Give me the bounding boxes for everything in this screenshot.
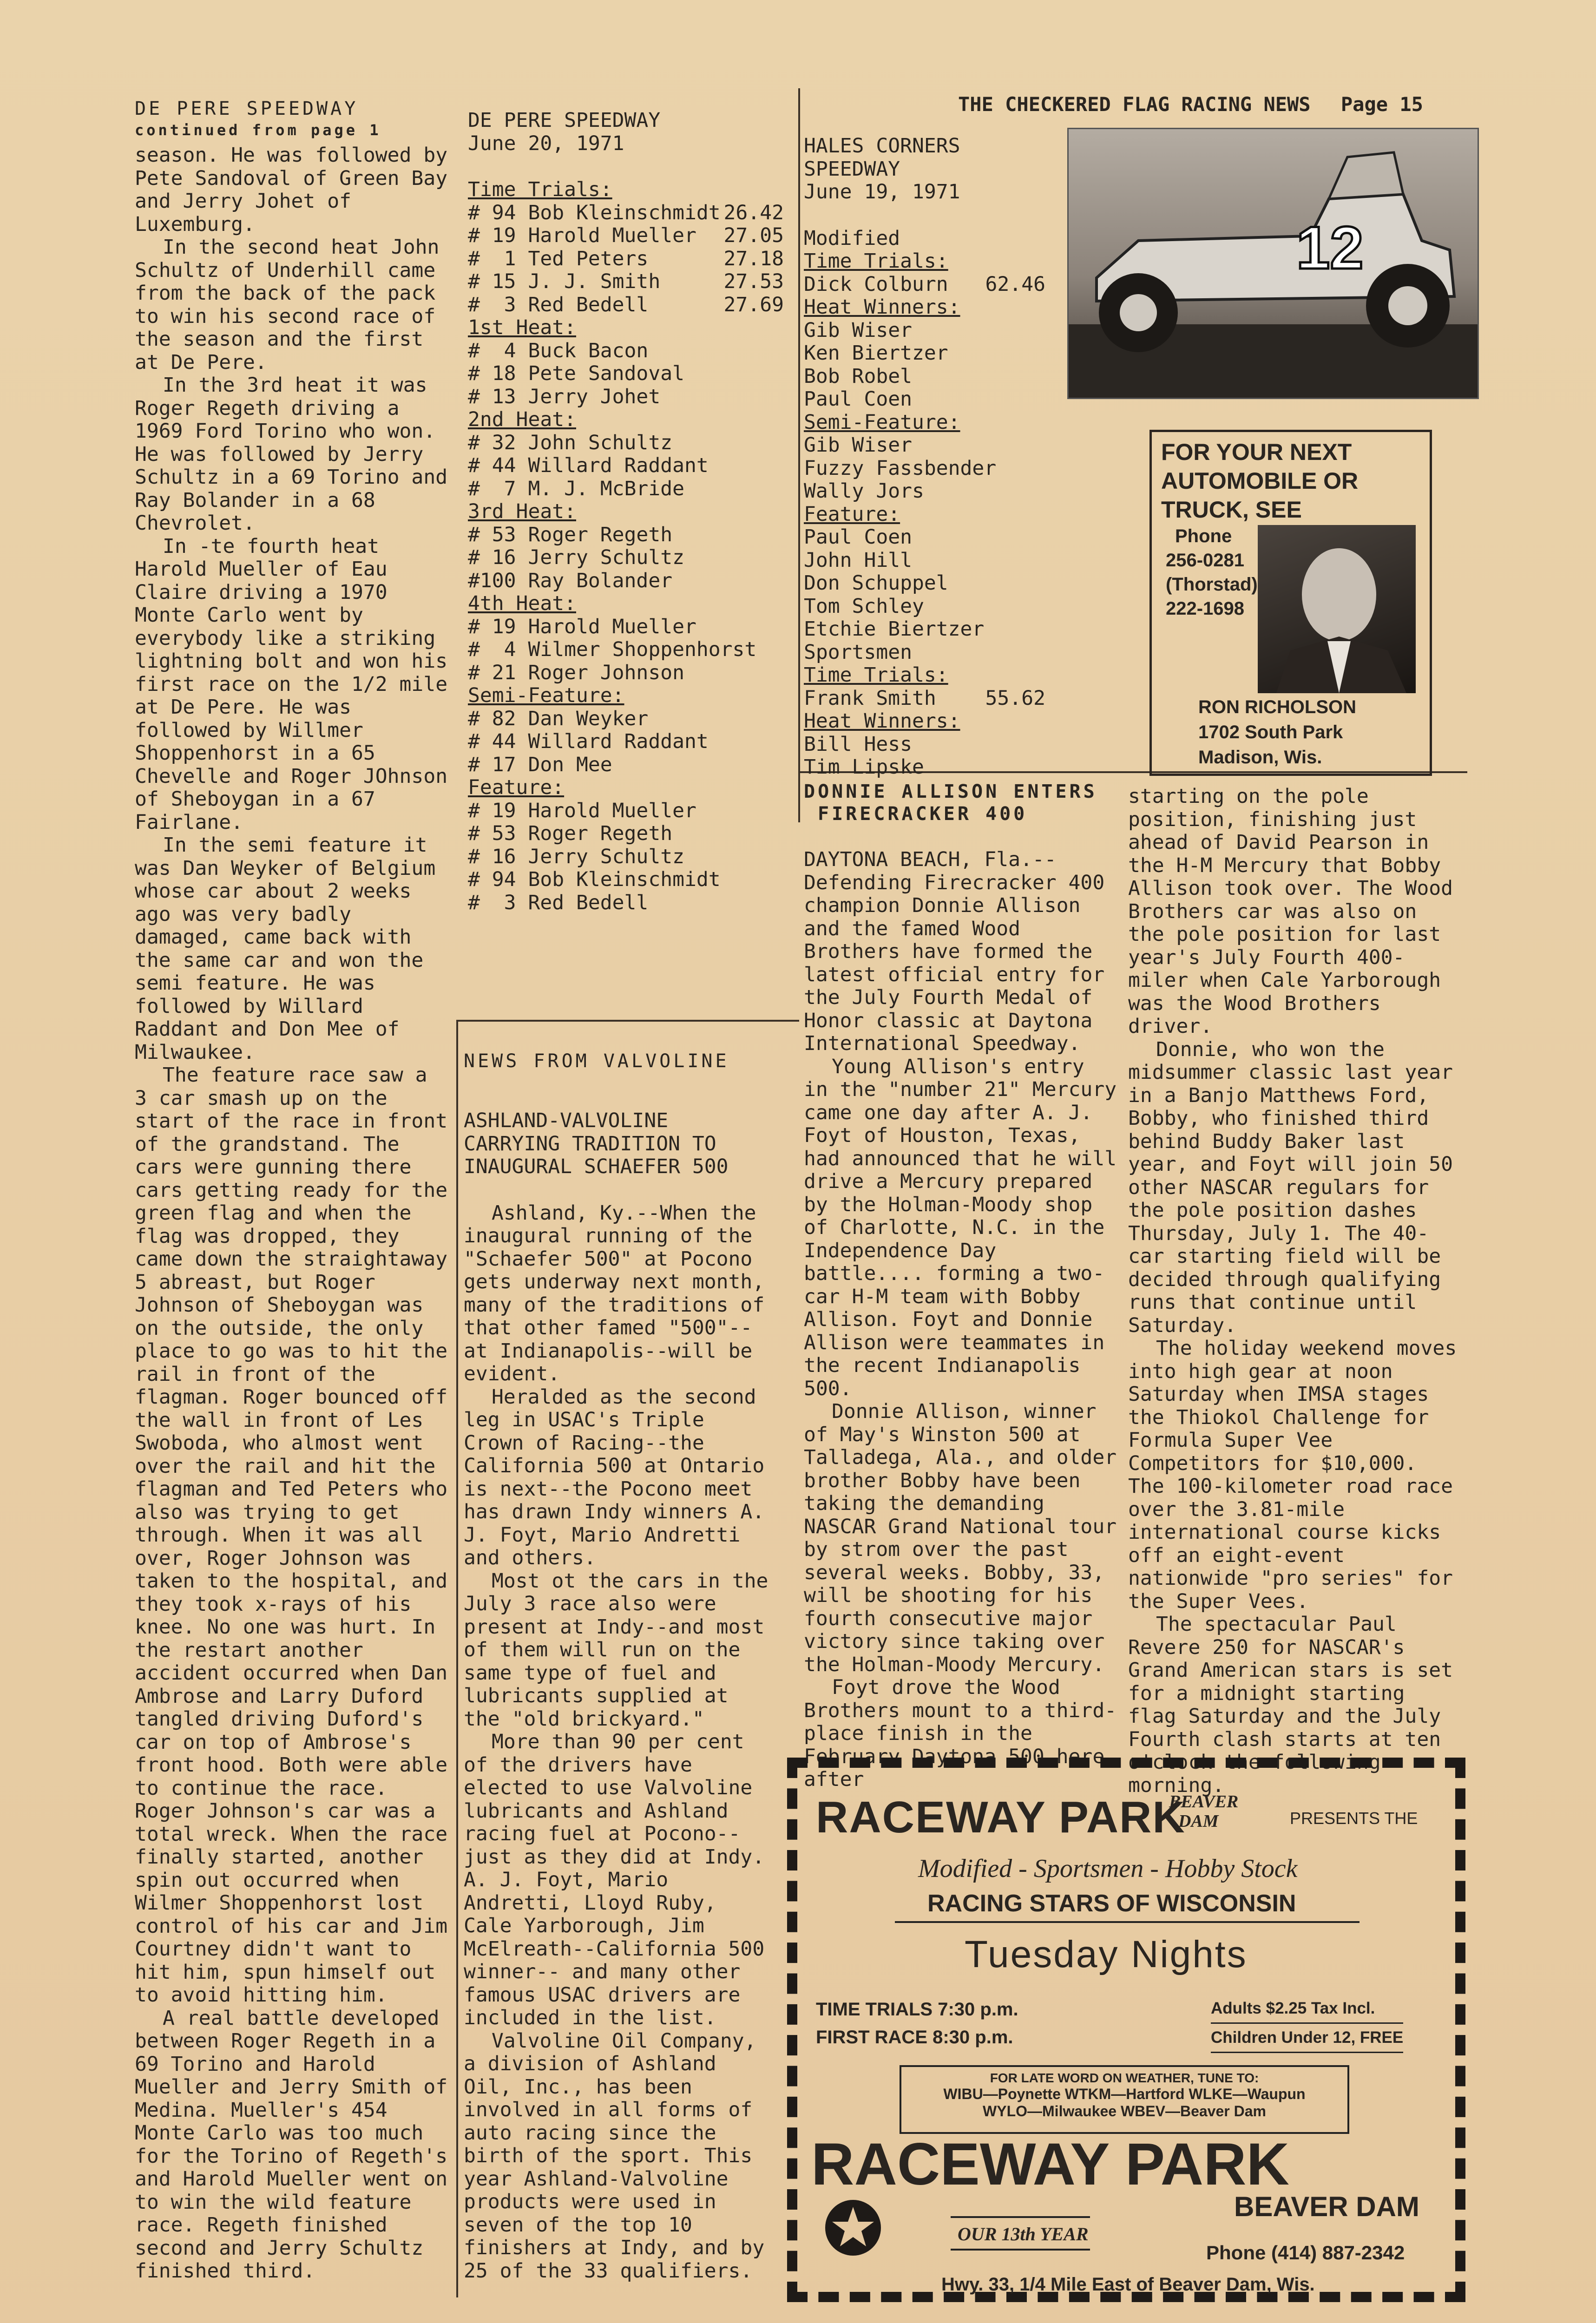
story-paragraph: The spectacular Paul Revere 250 for NASCAR's Grand American stars is set for a midnight starting flag Saturday and the July Fourth clash starts at ten o'clock the following morning. (1128, 1613, 1453, 1797)
ad-classes: Modified - Sportsmen - Hobby Stock (918, 1854, 1298, 1883)
story-paragraph: The feature race saw a 3 car smash up on the start of the race in front of the grandstand. The cars were gunning there cars getting ready for the green flag and when the flag was dropped, they came down the straightaway 5 abreast, but Roger Johnson of Sheboygan was on the outside, the only place to go was to hit the rail in front of the flagman. Roger bounced off the wall in front of Les Swoboda, who almost went over the rail and hit the flagman and Ted Peters who also was trying to get through. When it was all over, Roger Johnson was taken to the hospital, and they took x-rays of his knee. No one was hurt. In the restart another accident occurred when Dan Ambrose and Larry Duford tangled driving Duford's car on top of Ambrose's front hood. Both were able to continue the race. Roger Johnson's car was a total wreck. When the race finally started, another spin out occurred when Wilmer Shoppenhorst lost control of his car and Jim Courtney didn't want to hit him, spun himself out to avoid hitting him. (135, 1063, 448, 2007)
race-car-illustration (1069, 129, 1478, 398)
results-time: 26.42 (723, 201, 784, 224)
story-heading: DE PERE SPEEDWAY (135, 98, 359, 119)
results-row (468, 478, 784, 501)
results-driver: # 19 Harold Mueller (468, 799, 696, 822)
ad-weather-line: WIBU—Poynette WTKM—Hartford WLKE—Waupun (943, 2086, 1306, 2102)
ad-name: RACEWAY PARK (816, 1792, 1186, 1842)
results-row (468, 340, 784, 363)
column-rule (456, 1020, 458, 2297)
story-paragraph: More than 90 per cent of the drivers have elected to use Valvoline lubricants and Ashland racing fuel at Pocono--just as they did at Indy. A. J. Foyt, Mario Andretti, Lloyd Ruby, Cale Yarborough, Jim McElreath--California 500 winner-- and many other famous USAC drivers are included in the list. (464, 1730, 765, 2029)
results-time: 27.18 (723, 247, 784, 270)
results-driver: # 4 Buck Bacon (468, 339, 649, 362)
story-allison-col-b (1128, 785, 1458, 1797)
story-paragraph: Valvoline Oil Company, a division of Ashland Oil, Inc., has been involved in all forms of auto racing since the birth of the sport. This year Ashland-Valvoline products were used in seven of the top 10 finishers at Indy, and by 25 of the 33 qualifiers. (464, 2029, 765, 2283)
raceway-park-ad (787, 1758, 1465, 2302)
story-depere-continued (135, 98, 449, 2283)
ad-rule (951, 2249, 1090, 2251)
results-row (804, 480, 1045, 503)
ad-star-seal (825, 2200, 881, 2256)
ad-headline-line: FOR YOUR NEXT (1161, 439, 1352, 465)
ad-times (816, 1995, 1018, 2051)
results-row (468, 570, 784, 593)
results-section-label: Semi-Feature: (804, 410, 960, 434)
ad-location-small (1169, 1792, 1238, 1831)
ad-big-name: RACEWAY PARK (811, 2131, 1289, 2198)
results-row (468, 432, 784, 455)
results-driver: # 53 Roger Regeth (468, 822, 673, 845)
results-driver: # 13 Jerry Johet (468, 385, 661, 408)
ad-big-location: BEAVER DAM (1234, 2191, 1419, 2222)
results-section-label: 2nd Heat: (468, 408, 576, 431)
results-sections (804, 250, 1045, 641)
story-paragraph: Ashland, Ky.--When the inaugural running of the "Schaefer 500" at Pocono gets underway next month, many of the traditions of that other famed "500"--at Indianapolis--will be evident. (464, 1201, 765, 1385)
ad-rule (895, 1921, 1360, 1923)
results-row (804, 733, 1045, 756)
race-car-photo (1067, 128, 1479, 399)
results-title: HALES CORNERS SPEEDWAY (804, 134, 960, 181)
results-row (468, 892, 784, 915)
story-paragraph: Foyt drove the Wood Brothers mount to a third-place finish in the February Daytona 500 here after (804, 1676, 1117, 1791)
results-driver: # 3 Red Bedell (468, 891, 649, 914)
results-section-label: Semi-Feature: (468, 684, 624, 707)
story-paragraph: The holiday weekend moves into high gear at noon Saturday when IMSA stages the Thiokol Challenge for Formula Super Vee Competitors for $10,000. The 100-kilometer road race over the 3.81-mile international course kicks off an eight-event nationwide "pro series" for the Super Vees. (1128, 1337, 1457, 1613)
ad-headline (1161, 438, 1358, 524)
results-row (804, 388, 1045, 411)
results-driver: # 7 M. J. McBride (468, 477, 684, 500)
ad-address-line: 1702 South Park (1198, 722, 1343, 742)
results-driver: Ken Biertzer (804, 341, 948, 365)
results-row (468, 754, 784, 777)
results-driver: Tim Lipske (804, 755, 924, 779)
results-row (804, 572, 1045, 595)
results-row (468, 638, 784, 662)
ad-address-line: Madison, Wis. (1198, 747, 1322, 768)
story-paragraph: In the second heat John Schultz of Underhill came from the back of the pack to win his second race of the season and the first at De Pere. (135, 236, 440, 374)
story-paragraph: Most ot the cars in the July 3 race also were present at Indy--and most of them will run on the same type of fuel and lubricants supplied at the "old brickyard." (464, 1569, 768, 1731)
story-continued-line: continued from page 1 (135, 121, 381, 139)
results-title: DE PERE SPEEDWAY (468, 109, 661, 132)
story-paragraph: In the 3rd heat it was Roger Regeth driving a 1969 Ford Torino who won. He was followed by Jerry Schultz in a 69 Torino and Ray Bolander in a 68 Chevrolet. (135, 374, 448, 535)
ad-phone-line: 256-0281 (1166, 550, 1245, 571)
results-driver: John Hill (804, 548, 912, 572)
results-row (804, 526, 1045, 549)
results-section-label: Time Trials: (804, 663, 948, 687)
story-heading: DONNIE ALLISON ENTERS (804, 781, 1097, 802)
results-driver: # 94 Bob Kleinschmidt (468, 201, 721, 224)
ad-location-line: DAM (1178, 1811, 1219, 1831)
results-row (468, 224, 784, 248)
story-paragraph: DAYTONA BEACH, Fla.--Defending Firecracker 400 champion Donnie Allison and the famed Wood Brothers have formed the latest official entry for the July Fourth Medal of Honor classic at Daytona International Speedway. (804, 848, 1105, 1055)
results-row (468, 270, 784, 294)
results-time: 55.62 (985, 686, 1045, 710)
results-driver: # 19 Harold Mueller (468, 615, 696, 638)
results-row (468, 362, 784, 386)
results-row (468, 822, 784, 846)
ad-phone-line: (Thorstad) (1166, 574, 1258, 595)
story-paragraph: A real battle developed between Roger Regeth in a 69 Torino and Harold Mueller and Jerry Smith of Medina. Mueller's 454 Monte Carlo was too much for the Torino of Regeth's and Harold Mueller went on to win the wild feature race. Regeth finished second and Jerry Schultz finished third. (135, 2006, 448, 2283)
results-driver: # 19 Harold Mueller (468, 224, 696, 247)
results-section-label: 4th Heat: (468, 592, 576, 615)
ad-weather-box (900, 2065, 1349, 2134)
results-section-label: Heat Winners: (804, 709, 960, 733)
results-driver: Bill Hess (804, 732, 912, 756)
results-row (468, 202, 784, 225)
results-row (804, 618, 1045, 641)
ad-phone-line: Phone (1175, 526, 1232, 546)
car-number: 12 (1296, 214, 1364, 282)
results-driver: # 18 Pete Sandoval (468, 362, 684, 385)
column-rule (798, 88, 800, 822)
results-row (468, 616, 784, 639)
story-paragraph: Donnie Allison, winner of May's Winston 500 at Talladega, Ala., and older brother Bobby have been taking the demanding NASCAR Grand National tour by strom over the past several weeks. Bobby, 33, will be shooting for his fourth consecutive major victory since taking over the Holman-Moody Mercury. (804, 1400, 1117, 1676)
results-time: 27.69 (723, 293, 784, 316)
salesman-portrait (1258, 525, 1416, 693)
results-driver: Gib Wiser (804, 433, 912, 457)
story-paragraph: In the semi feature it was Dan Weyker of Belgium whose car about 2 weeks ago was very badly damaged, came back with the same car and won the semi feature. He was followed by Willard Raddant and Don Mee of Milwaukee. (135, 833, 436, 1064)
ad-phone: Phone (414) 887-2342 (1206, 2242, 1405, 2264)
results-row (804, 434, 1045, 457)
results-row (468, 454, 784, 478)
results-time: 62.46 (985, 272, 1045, 296)
story-heading: NEWS FROM VALVOLINE (464, 1050, 729, 1072)
story-paragraph: Young Allison's entry in the "number 21" Mercury came one day after A. J. Foyt of Houston, Texas, had announced that he will drive a Mercury prepared by the Holman-Moody shop of Charlotte, N.C. in the Independence Day battle.... forming a two-car H-M team with Bobby Allison. Foyt and Donnie Allison were teammates in the recent Indianapolis 500. (804, 1055, 1117, 1400)
results-row (468, 730, 784, 754)
results-driver: Wally Jors (804, 479, 924, 503)
results-driver: Frank Smith (804, 686, 936, 710)
masthead-title: THE CHECKERED FLAG RACING NEWS (958, 93, 1311, 116)
richolson-ad (1149, 430, 1432, 776)
results-section-label: Heat Winners: (804, 295, 960, 319)
results-driver: Don Schuppel (804, 571, 948, 595)
results-driver: # 21 Roger Johnson (468, 661, 684, 684)
results-class: Sportsmen (804, 640, 912, 664)
results-driver: # 53 Roger Regeth (468, 523, 673, 546)
results-section-label: 3rd Heat: (468, 500, 576, 523)
results-driver: Dick Colburn (804, 272, 948, 296)
ad-rule (951, 2216, 1090, 2218)
story-allison-col-a (804, 781, 1117, 1791)
results-row (468, 546, 784, 570)
story-valvoline (464, 1050, 773, 2283)
ad-contact (1198, 695, 1356, 770)
results-row (804, 687, 1045, 710)
ad-stars: RACING STARS OF WISCONSIN (927, 1890, 1296, 1917)
results-driver: Bob Robel (804, 364, 912, 388)
results-section-label: Time Trials: (468, 178, 612, 201)
page-number: Page 15 (1340, 93, 1423, 116)
story-paragraph: season. He was followed by Pete Sandoval of Green Bay and Jerry Johet of Luxemburg. (135, 144, 448, 236)
ad-headline-line: TRUCK, SEE (1161, 497, 1302, 523)
results-class: Modified (804, 226, 900, 250)
results-driver: # 17 Don Mee (468, 753, 612, 776)
results-driver: Paul Coen (804, 525, 912, 549)
results-row (804, 342, 1045, 365)
results-row (468, 524, 784, 547)
results-date: June 19, 1971 (804, 180, 960, 203)
results-row (804, 756, 1045, 779)
ad-presents: PRESENTS THE (1290, 1809, 1418, 1828)
ad-title (816, 1792, 1186, 1843)
section-rule (456, 1020, 799, 1022)
results-driver: # 15 J. J. Smith (468, 270, 661, 293)
results-row (804, 457, 1045, 480)
ad-name: RON RICHOLSON (1198, 697, 1356, 717)
ad-adults-price: Adults $2.25 Tax Incl. (1211, 1995, 1403, 2024)
results-driver: # 3 Red Bedell (468, 293, 649, 316)
results-sections (468, 178, 784, 914)
results-driver: # 16 Jerry Schultz (468, 546, 684, 569)
ad-weather-line: WYLO—Milwaukee WBEV—Beaver Dam (983, 2103, 1266, 2120)
results-time: 27.53 (723, 270, 784, 293)
results-driver: # 16 Jerry Schultz (468, 845, 684, 868)
results-row (468, 386, 784, 409)
results-driver: # 44 Willard Raddant (468, 454, 709, 477)
results-driver: # 94 Bob Kleinschmidt (468, 868, 721, 891)
results-section-label: 1st Heat: (468, 316, 576, 339)
results-driver: Paul Coen (804, 387, 912, 411)
results-row (804, 273, 1045, 296)
results-row (468, 708, 784, 731)
story-paragraph: starting on the pole position, finishing just ahead of David Pearson in the H-M Mercury that Bobby Allison took over. The Wood Brothers car was also on the pole position for last year's July Fourth 400-miler when Cale Yarborough was the Wood Brothers driver. (1128, 785, 1453, 1038)
results-row (804, 595, 1045, 618)
results-date: June 20, 1971 (468, 131, 624, 155)
results-row (468, 800, 784, 823)
ad-phone-line: 222-1698 (1166, 598, 1245, 619)
results-row (468, 846, 784, 869)
ad-headline-line: AUTOMOBILE OR (1161, 468, 1359, 494)
ad-night: Tuesday Nights (965, 1933, 1248, 1975)
results-driver: # 32 John Schultz (468, 431, 673, 454)
star-icon (825, 2200, 881, 2256)
ad-time-trials: TIME TRIALS 7:30 p.m. (816, 1999, 1018, 2020)
masthead (958, 93, 1423, 116)
results-driver: Gib Wiser (804, 318, 912, 342)
ad-first-race: FIRST RACE 8:30 p.m. (816, 2027, 1013, 2047)
results-hales-corners (804, 135, 1045, 779)
results-driver: # 82 Dan Weyker (468, 707, 649, 730)
results-depere (468, 109, 784, 914)
story-paragraph: Heralded as the second leg in USAC's Triple Crown of Racing--the California 500 at Ontario is next--the Pocono meet has drawn Indy winners A. J. Foyt, Mario Andretti and others. (464, 1385, 765, 1569)
results-driver: # 1 Ted Peters (468, 247, 649, 270)
results-row (804, 549, 1045, 572)
ad-location-line: BEAVER (1169, 1792, 1239, 1811)
results-row (804, 365, 1045, 388)
results-driver: # 44 Willard Raddant (468, 730, 709, 753)
story-paragraph: In -te fourth heat Harold Mueller of Eau Claire driving a 1970 Monte Carlo went by everybody like a striking lightning bolt and won his first race on the 1/2 mile at De Pere. He was followed by Willmer Shoppenhorst in a 65 Chevelle and Roger JOhnson of Sheboygan in a 67 Fairlane. (135, 534, 448, 834)
ad-directions: Hwy. 33, 1/4 Mile East of Beaver Dam, Wis. (941, 2274, 1315, 2295)
story-heading: FIRECRACKER 400 (818, 803, 1028, 825)
ad-prices (1211, 1995, 1403, 2053)
story-paragraph: Donnie, who won the midsummer classic last year in a Banjo Matthews Ford, Bobby, who finished third behind Buddy Baker last year, and Foyt will join 50 other NASCAR regulars for the pole position dashes Thursday, July 1. The 40-car starting field will be decided through qualifying runs that continue until Saturday. (1128, 1037, 1453, 1337)
results-driver: Etchie Biertzer (804, 617, 985, 641)
results-driver: # 4 Wilmer Shoppenhorst (468, 638, 757, 661)
results-driver: #100 Ray Bolander (468, 569, 673, 592)
results-row (468, 248, 784, 271)
results-time: 27.05 (723, 224, 784, 247)
ad-year: OUR 13th YEAR (958, 2224, 1089, 2244)
results-row (468, 662, 784, 685)
results-section-label: Feature: (468, 776, 565, 799)
ad-phone (1166, 524, 1258, 621)
ad-weather-head: FOR LATE WORD ON WEATHER, TUNE TO: (990, 2071, 1259, 2085)
results-section-label: Time Trials: (804, 249, 948, 273)
results-sections (804, 664, 1045, 779)
results-driver: Fuzzy Fassbender (804, 456, 997, 480)
results-row (804, 319, 1045, 342)
results-driver: Tom Schley (804, 594, 924, 618)
results-row (468, 868, 784, 892)
results-section-label: Feature: (804, 502, 900, 526)
ad-children-price: Children Under 12, FREE (1211, 2024, 1403, 2053)
results-row (468, 294, 784, 317)
story-subhead: ASHLAND-VALVOLINE CARRYING TRADITION TO INAUGURAL SCHAEFER 500 (464, 1109, 729, 1178)
